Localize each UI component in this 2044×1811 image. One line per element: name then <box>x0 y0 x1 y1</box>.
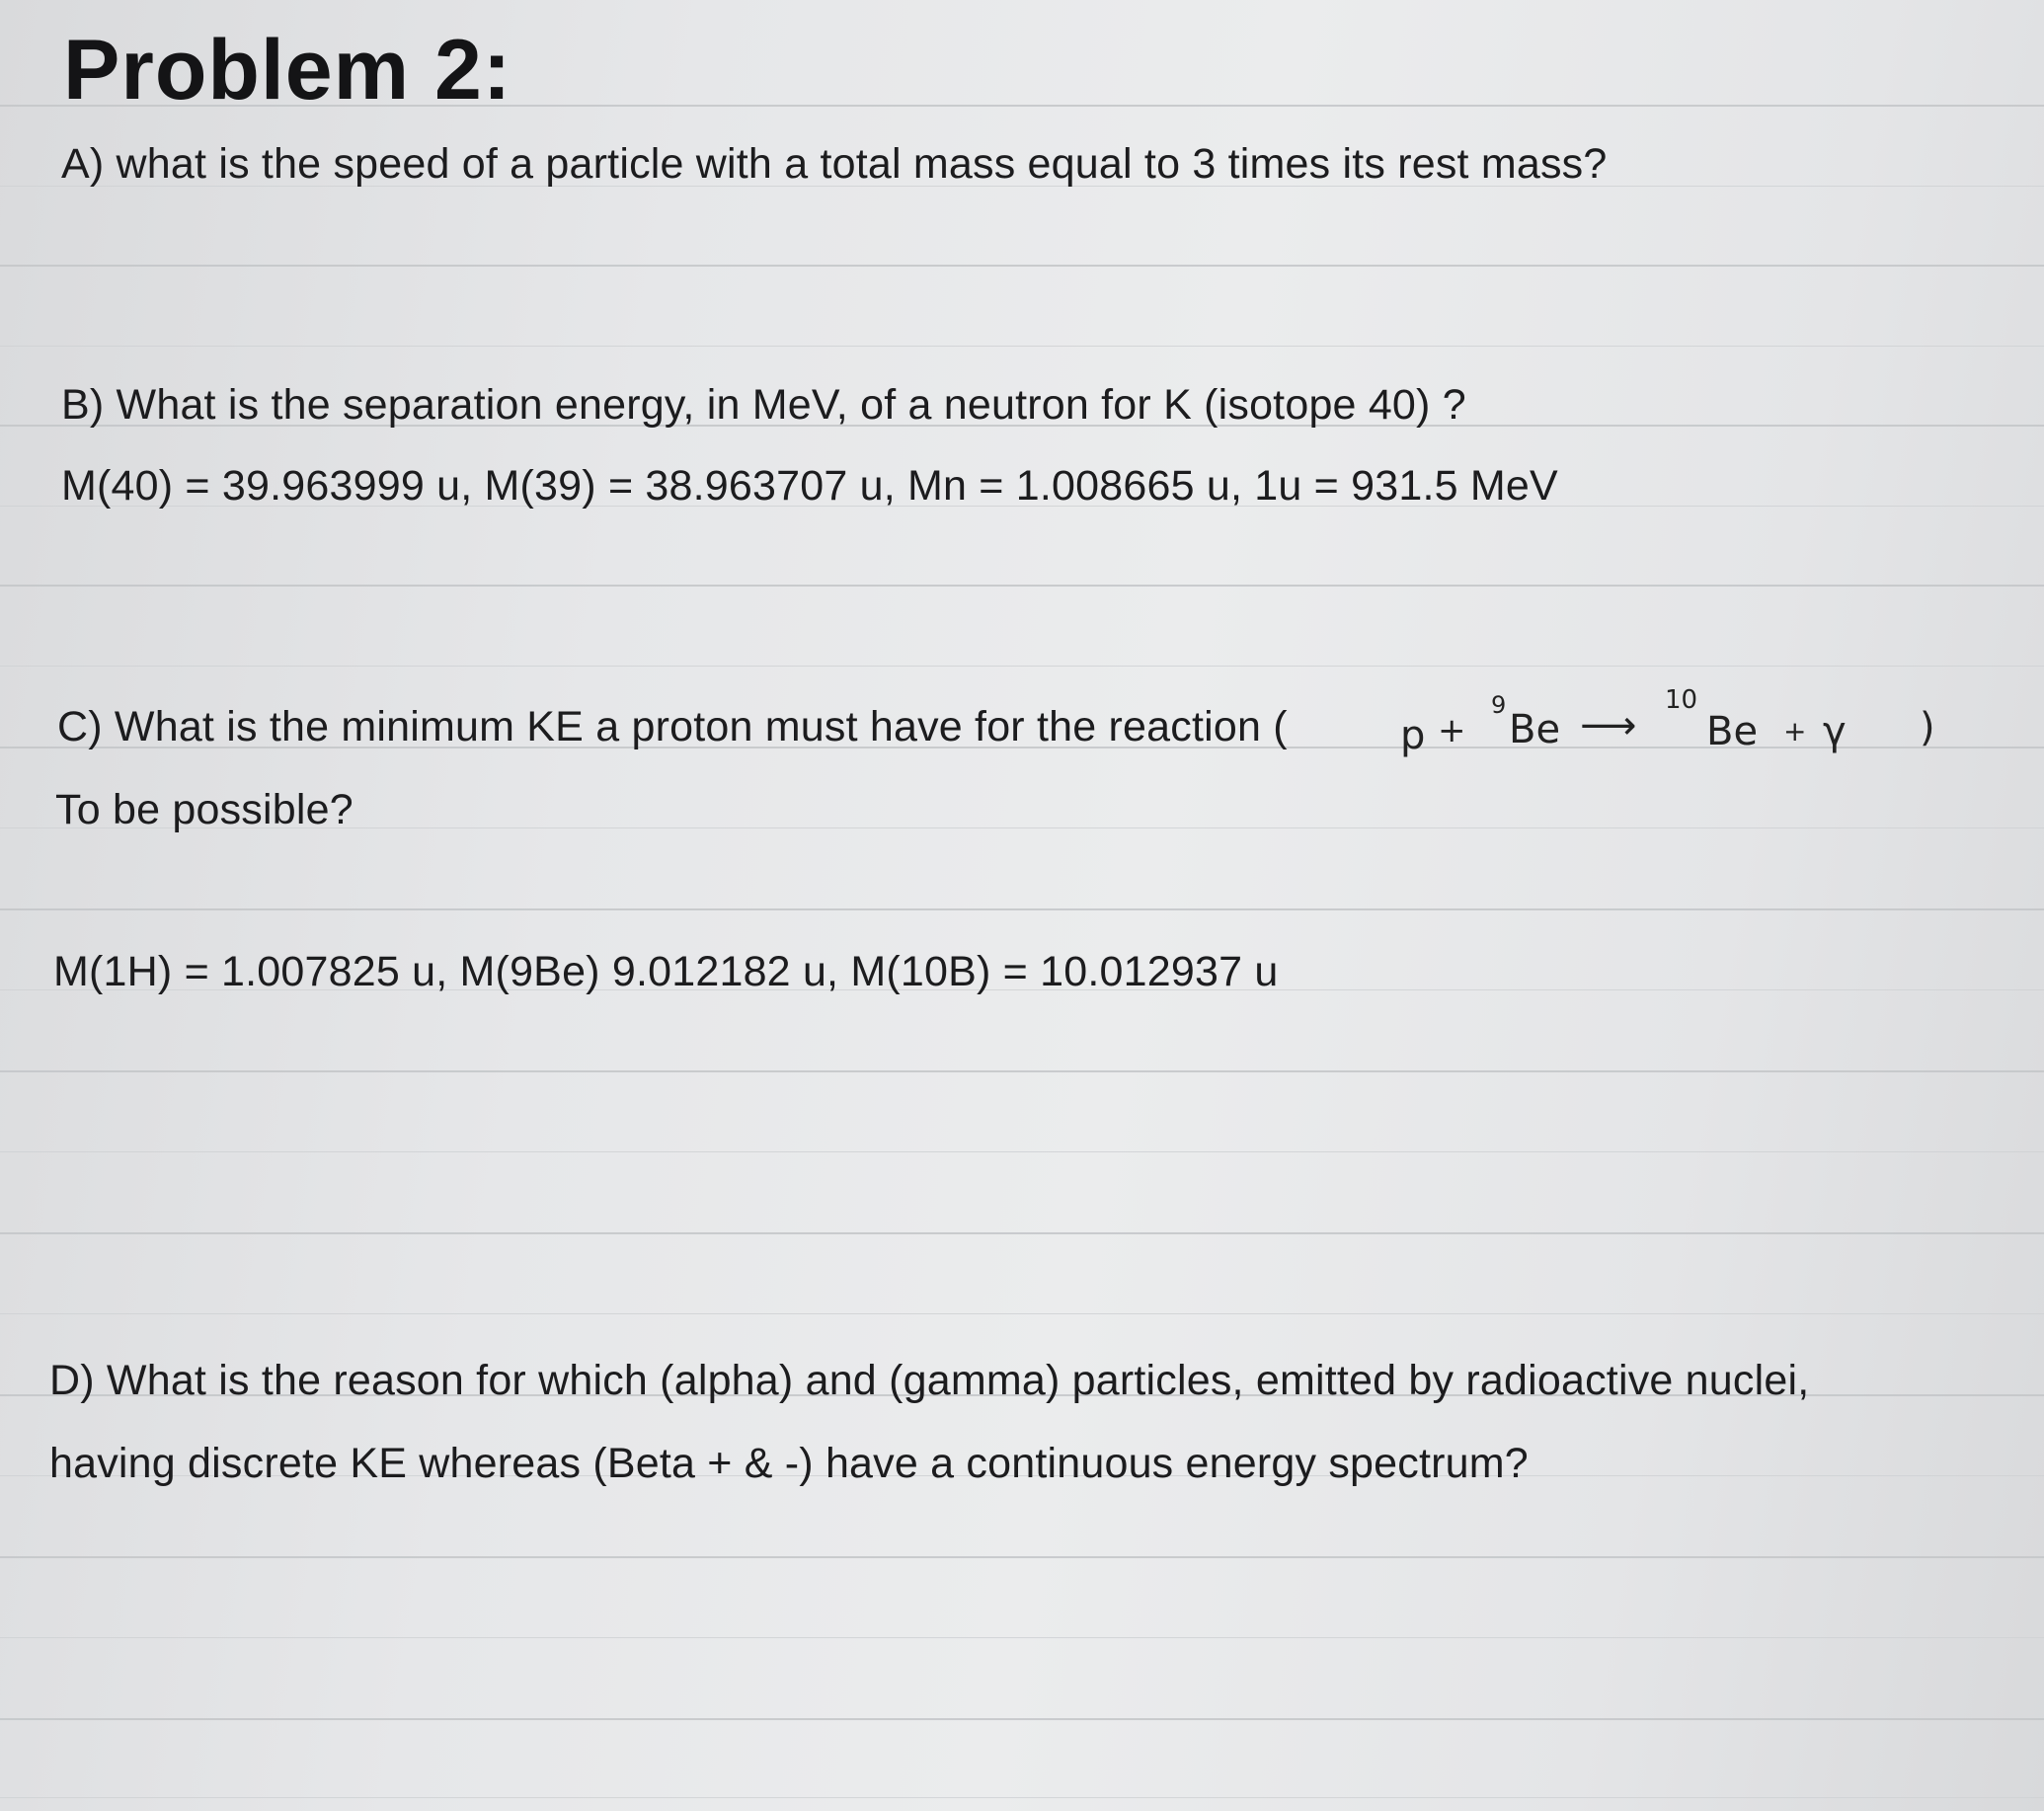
ruled-line <box>0 1718 2044 1720</box>
ruled-line <box>0 1070 2044 1072</box>
question-d-line1: D) What is the reason for which (alpha) and (gamma) particles, emitted by radioactive nuclei, <box>49 1357 1810 1404</box>
ruled-line <box>0 1797 2044 1798</box>
ruled-line <box>0 1313 2044 1314</box>
question-b-data: M(40) = 39.963999 u, M(39) = 38.963707 u, Mn = 1.008665 u, 1u = 931.5 MeV <box>61 462 1558 510</box>
reaction-proton: p <box>1400 713 1426 758</box>
ruled-line <box>0 1232 2044 1234</box>
question-c-data: M(1H) = 1.007825 u, M(9Be) 9.012182 u, M(10B) = 10.012937 u <box>53 948 1279 995</box>
reaction-plus: + <box>1438 711 1466 750</box>
ruled-line <box>0 908 2044 910</box>
ruled-line <box>0 265 2044 267</box>
question-d-line2: having discrete KE whereas (Beta + & -) have a continuous energy spectrum? <box>49 1440 1529 1487</box>
reaction-close-paren: ) <box>1920 705 1935 750</box>
question-c-text: C) What is the minimum KE a proton must have for the reaction ( <box>57 703 1288 750</box>
question-a-text: A) what is the speed of a particle with a total mass equal to 3 times its rest mass? <box>61 140 1608 188</box>
reaction-beryllium: Be <box>1509 707 1561 752</box>
reaction-gamma: γ <box>1823 709 1847 754</box>
reaction-plus: + <box>1783 715 1807 748</box>
ruled-line <box>0 585 2044 587</box>
question-b-text: B) What is the separation energy, in MeV, of a neutron for K (isotope 40) ? <box>61 381 1466 429</box>
page-title: Problem 2: <box>63 23 512 118</box>
reaction-beryllium: Be <box>1706 709 1759 754</box>
ruled-line <box>0 1151 2044 1152</box>
ruled-line <box>0 346 2044 347</box>
ruled-line <box>0 1637 2044 1638</box>
reaction-mass-number: 10 <box>1665 685 1698 715</box>
question-c-line2: To be possible? <box>55 786 354 833</box>
reaction-mass-number: 9 <box>1491 691 1507 719</box>
ruled-line <box>0 666 2044 667</box>
ruled-line <box>0 1556 2044 1558</box>
handwritten-reaction <box>1392 685 1945 780</box>
reaction-arrow: ⟶ <box>1580 703 1637 748</box>
